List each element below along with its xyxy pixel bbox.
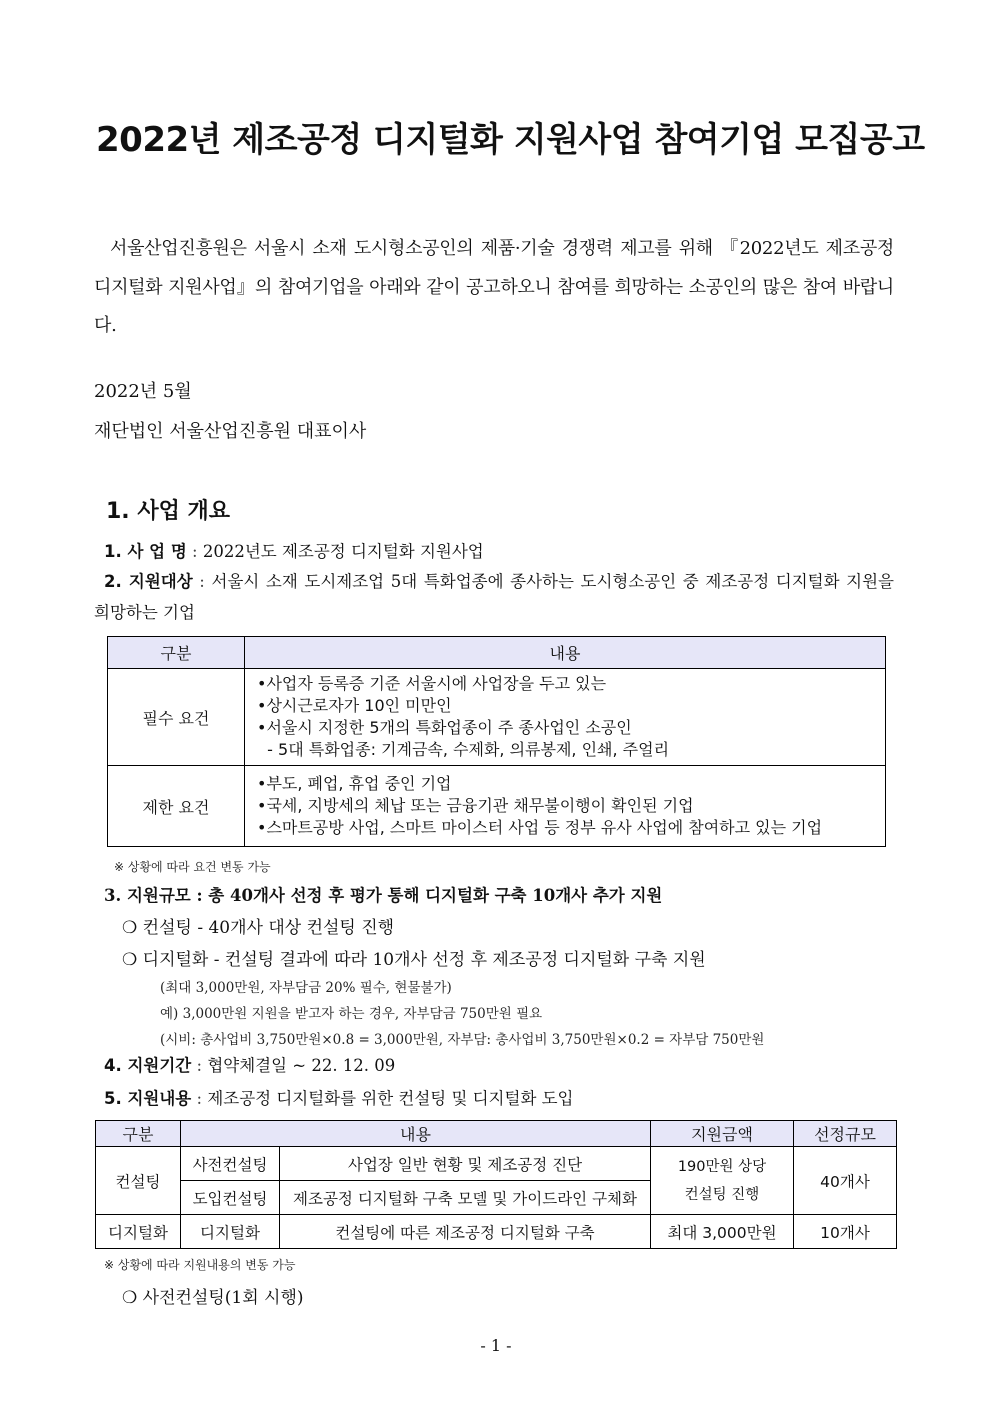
item-label: 5. 지원내용 <box>104 1089 192 1108</box>
support-content-table <box>95 1120 897 1249</box>
requirements-table <box>107 636 886 847</box>
item-target <box>94 566 894 628</box>
table-header: 구분 <box>96 1121 181 1147</box>
cell-desc: 사업장 일반 현황 및 제조공정 진단 <box>280 1147 651 1181</box>
cell-amount <box>651 1147 794 1215</box>
cell-name: 도입컨설팅 <box>181 1181 280 1215</box>
section-heading: 1. 사업 개요 <box>106 499 230 524</box>
intro-text: 서울산업진흥원은 서울시 소재 도시형소공인의 제품·기술 경쟁력 제고를 위해 『2022년도 제조공정 디지털화 지원사업』의 참여기업을 아래와 같이 공고하오니 참여를 희망하는 소공인의 많은 참여 바랍니다. <box>94 238 894 336</box>
item-label: 2. 지원대상 <box>104 572 193 591</box>
table-row <box>108 766 886 847</box>
table-row <box>96 1147 897 1181</box>
row-content <box>245 669 886 766</box>
item-value: 2022년도 제조공정 디지털화 지원사업 <box>202 542 484 561</box>
table-header: 내용 <box>181 1121 651 1147</box>
cell-desc: 컨설팅에 따른 제조공정 디지털화 구축 <box>280 1215 651 1249</box>
cell-category: 컨설팅 <box>96 1147 181 1215</box>
cell-scale: 10개사 <box>794 1215 897 1249</box>
detail-line: 예) 3,000만원 지원을 받고자 하는 경우, 자부담금 750만원 필요 <box>160 1006 543 1022</box>
note-requirements: ※ 상황에 따라 요건 변동 가능 <box>114 860 271 874</box>
digitalization-bullet: ❍ 디지털화 - 컨설팅 결과에 따라 10개사 선정 후 제조공정 디지털화 구축 지원 <box>122 950 706 970</box>
table-header: 내용 <box>245 637 886 669</box>
item-value: 서울시 소재 도시제조업 5대 특화업종에 종사하는 도시형소공인 중 제조공정 디지털화 지원을 희망하는 기업 <box>94 572 894 622</box>
pre-consulting-bullet: ❍ 사전컨설팅(1회 시행) <box>122 1288 304 1308</box>
amount-line: 컨설팅 진행 <box>684 1186 760 1203</box>
item-sep: : <box>192 572 212 591</box>
list-item: •부도, 폐업, 휴업 중인 기업 <box>257 774 452 793</box>
item-sep: : <box>191 1056 208 1075</box>
item-content <box>104 1085 574 1109</box>
note-content: ※ 상황에 따라 지원내용의 변동 가능 <box>104 1258 296 1272</box>
page-number: - 1 - <box>480 1336 512 1355</box>
table-header: 선정규모 <box>794 1121 897 1147</box>
row-category: 제한 요건 <box>108 766 245 847</box>
table-header-row <box>96 1121 897 1147</box>
intro-paragraph <box>94 230 894 346</box>
table-row <box>108 669 886 766</box>
item-value: 제조공정 디지털화를 위한 컨설팅 및 디지털화 도입 <box>207 1089 574 1108</box>
announcement-date: 2022년 5월 <box>94 381 192 402</box>
cell-category: 디지털화 <box>96 1215 181 1249</box>
organization-name: 재단법인 서울산업진흥원 대표이사 <box>94 421 367 442</box>
table-row <box>96 1215 897 1249</box>
item-period <box>104 1052 395 1076</box>
table-header: 구분 <box>108 637 245 669</box>
item-label: 1. 사 업 명 <box>104 542 187 561</box>
item-sep: : <box>186 542 203 561</box>
list-item: - 5대 특화업종: 기계금속, 수제화, 의류봉제, 인쇄, 주얼리 <box>257 740 670 759</box>
consulting-bullet: ❍ 컨설팅 - 40개사 대상 컨설팅 진행 <box>122 918 395 938</box>
detail-line: (최대 3,000만원, 자부담금 20% 필수, 현물불가) <box>160 980 452 996</box>
item-sep: : <box>191 1089 208 1108</box>
item-scale: 3. 지원규모 : 총 40개사 선정 후 평가 통해 디지털화 구축 10개사 추가 지원 <box>104 886 663 905</box>
cell-name: 디지털화 <box>181 1215 280 1249</box>
amount-line: 190만원 상당 <box>677 1158 767 1175</box>
item-project-name <box>104 538 484 562</box>
detail-line: (시비: 총사업비 3,750만원×0.8 = 3,000만원, 자부담: 총사업비 3,750만원×0.2 = 자부담 750만원 <box>160 1032 765 1048</box>
table-header-row <box>108 637 886 669</box>
list-item: •국세, 지방세의 체납 또는 금융기관 채무불이행이 확인된 기업 <box>257 796 694 815</box>
list-item: •스마트공방 사업, 스마트 마이스터 사업 등 정부 유사 사업에 참여하고 있는 기업 <box>257 818 823 837</box>
item-label: 4. 지원기간 <box>104 1056 192 1075</box>
cell-desc: 제조공정 디지털화 구축 모델 및 가이드라인 구체화 <box>280 1181 651 1215</box>
cell-name: 사전컨설팅 <box>181 1147 280 1181</box>
list-item: •서울시 지정한 5개의 특화업종이 주 종사업인 소공인 <box>257 718 632 737</box>
cell-amount: 최대 3,000만원 <box>651 1215 794 1249</box>
row-category: 필수 요건 <box>108 669 245 766</box>
page-title: 2022년 제조공정 디지털화 지원사업 참여기업 모집공고 <box>96 120 925 160</box>
table-header: 지원금액 <box>651 1121 794 1147</box>
row-content <box>245 766 886 847</box>
cell-scale: 40개사 <box>794 1147 897 1215</box>
list-item: •상시근로자가 10인 미만인 <box>257 696 452 715</box>
item-value: 협약체결일 ~ 22. 12. 09 <box>207 1056 396 1075</box>
list-item: •사업자 등록증 기준 서울시에 사업장을 두고 있는 <box>257 674 607 693</box>
